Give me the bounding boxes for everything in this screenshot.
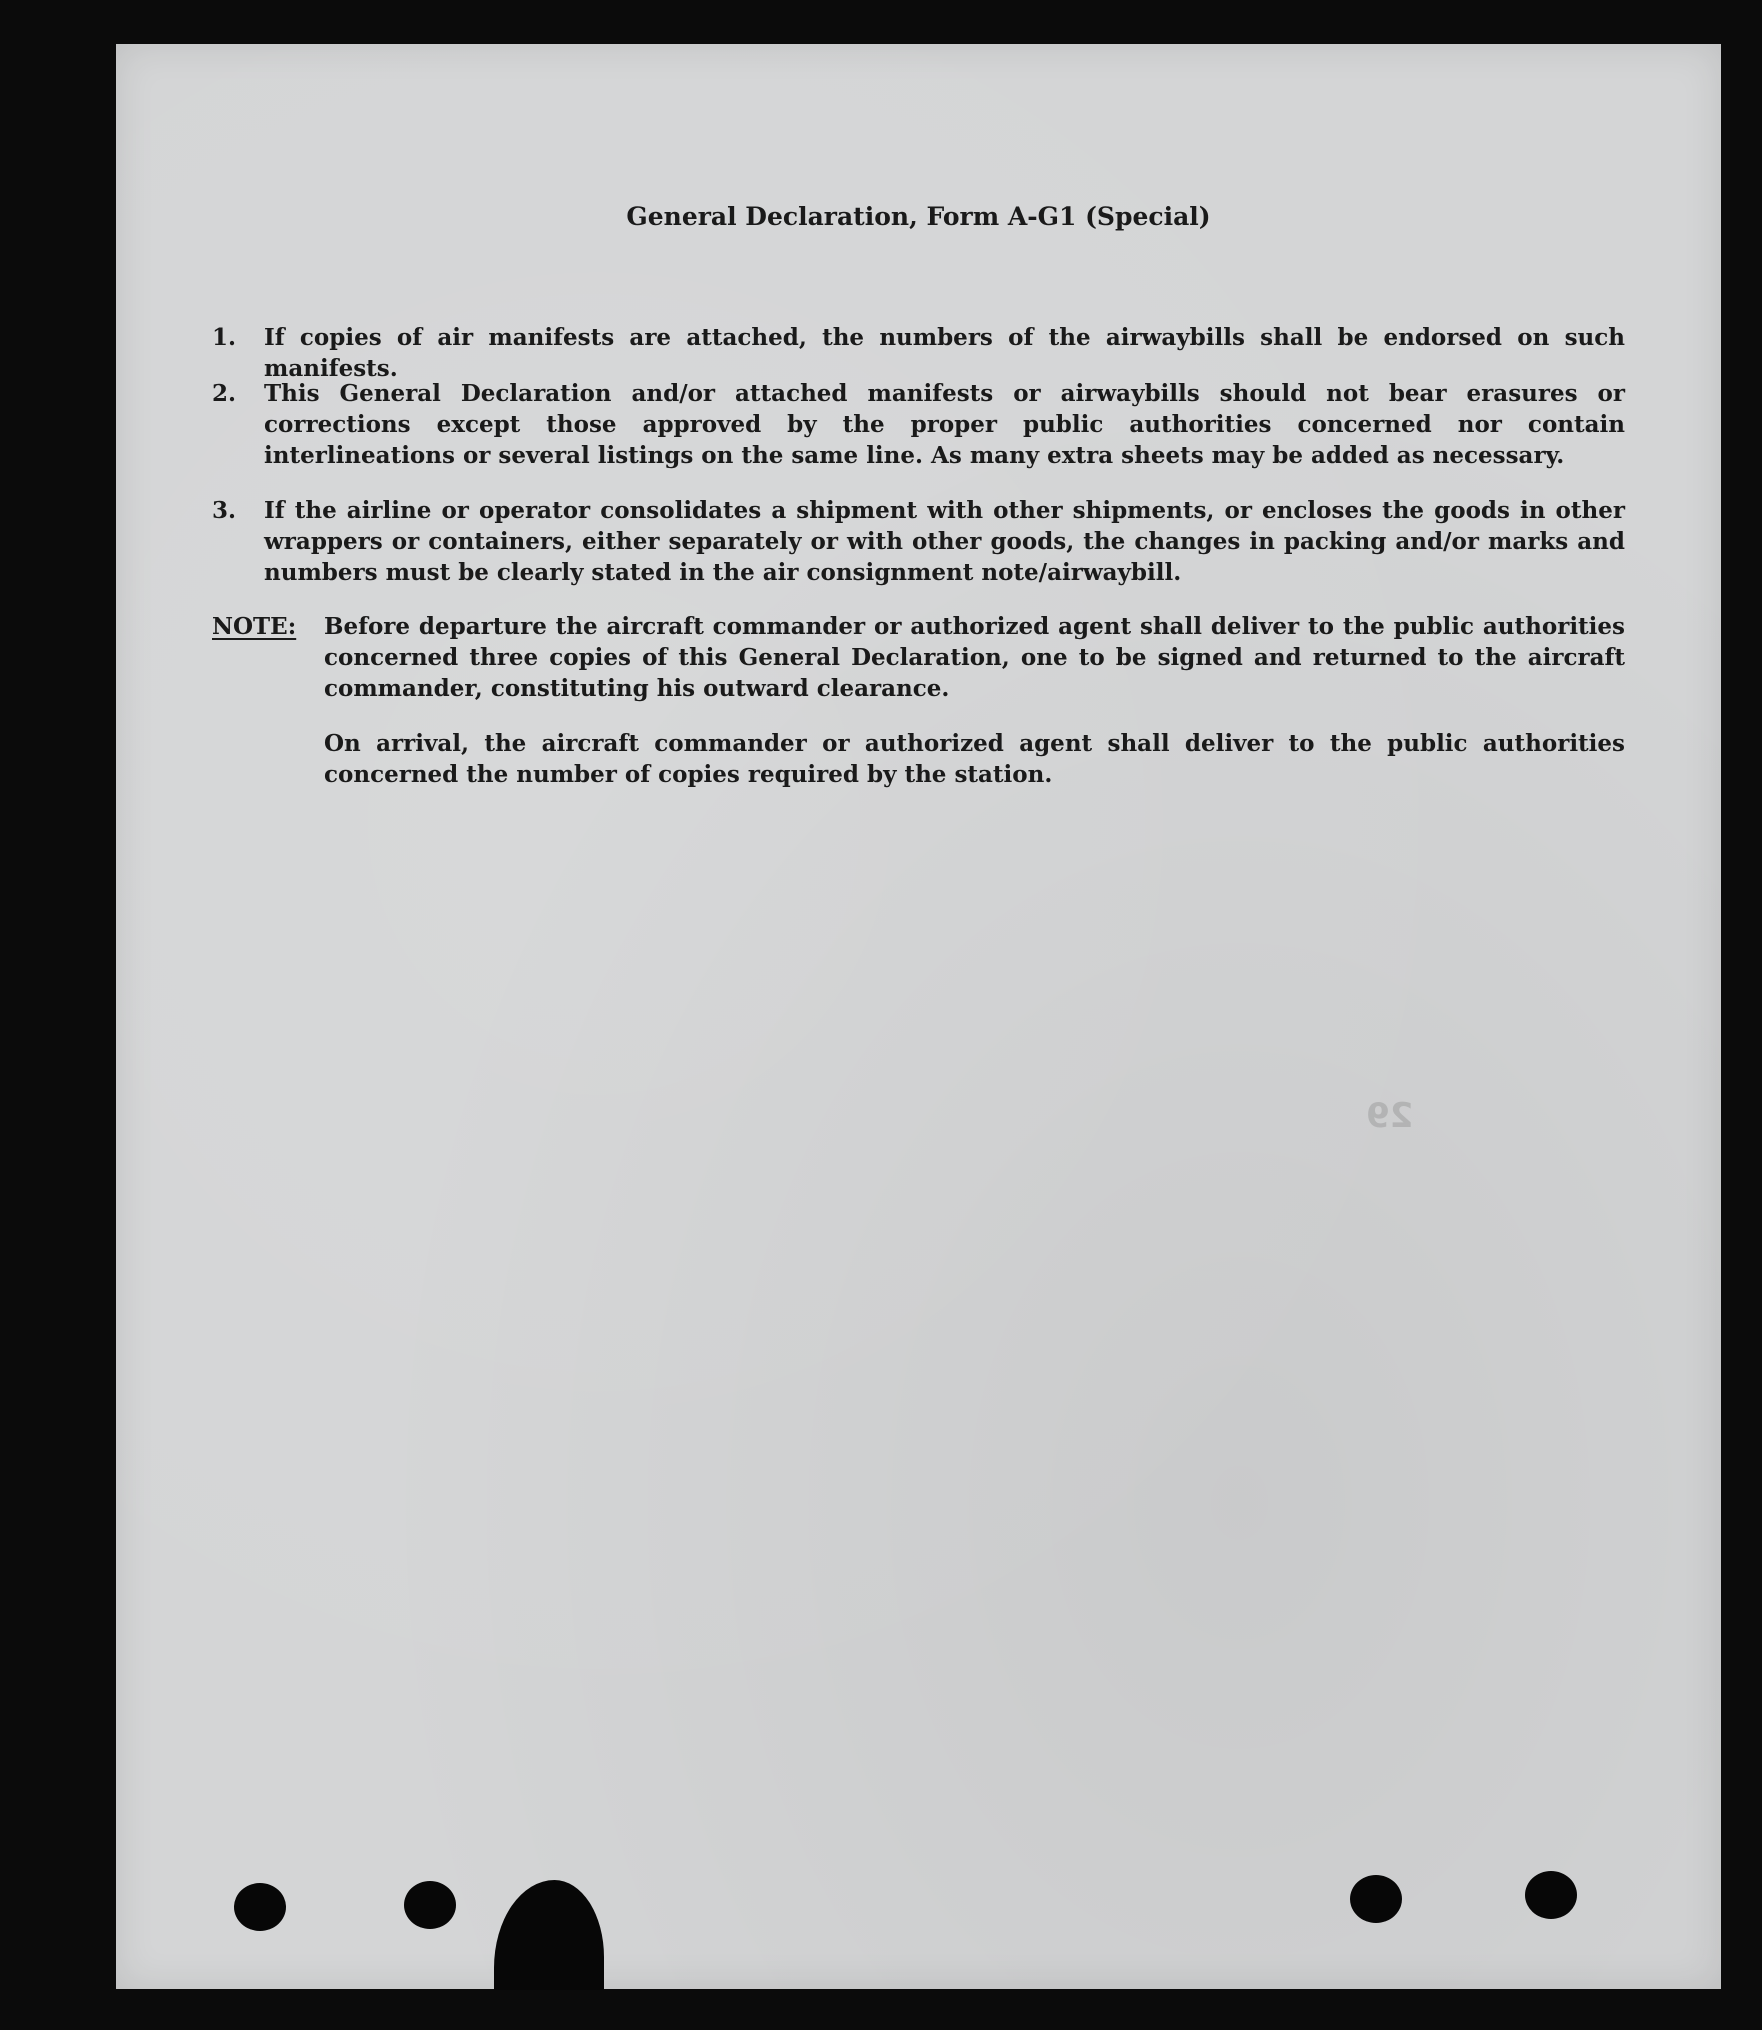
item-number: 3. [212,497,237,524]
note-label: NOTE: [212,613,297,640]
document-title: General Declaration, Form A-G1 (Special) [626,202,1211,231]
punch-hole [404,1881,456,1929]
instruction-item-3 [212,495,1625,588]
show-through-mark: 29 [1366,1096,1414,1136]
item-text: If the airline or operator consolidates a shipment with other shipments, or encloses the goods in other wrappers or containers, either separately or with other goods, the changes in packing and/or marks and numbers must be clearly stated in the air consignment note/airwaybill. [264,497,1625,586]
punch-hole [234,1883,286,1931]
document-page [116,44,1721,1989]
item-number: 2. [212,380,237,407]
item-number: 1. [212,324,237,351]
note-text: Before departure the aircraft commander or authorized agent shall deliver to the public authorities concerned three copies of this General Declaration, one to be signed and returned to the aircraft commander, constituting his outward clearance. [324,613,1625,702]
instruction-item-1 [212,322,1625,384]
item-text: This General Declaration and/or attached manifests or airwaybills should not bear erasures or corrections except those approved by the proper public authorities concerned nor contain interlineations or several listings on the same line. As many extra sheets may be added as necessary. [264,380,1625,469]
note-paragraph-1 [212,611,1625,704]
note-paragraph-2 [212,728,1625,790]
instruction-item-2 [212,378,1625,471]
punch-hole [1525,1871,1577,1919]
punch-hole [1350,1875,1402,1923]
note-text: On arrival, the aircraft commander or authorized agent shall deliver to the public authorities concerned the number of copies required by the station. [324,730,1625,788]
item-text: If copies of air manifests are attached, the numbers of the airwaybills shall be endorsed on such manifests. [264,324,1625,382]
